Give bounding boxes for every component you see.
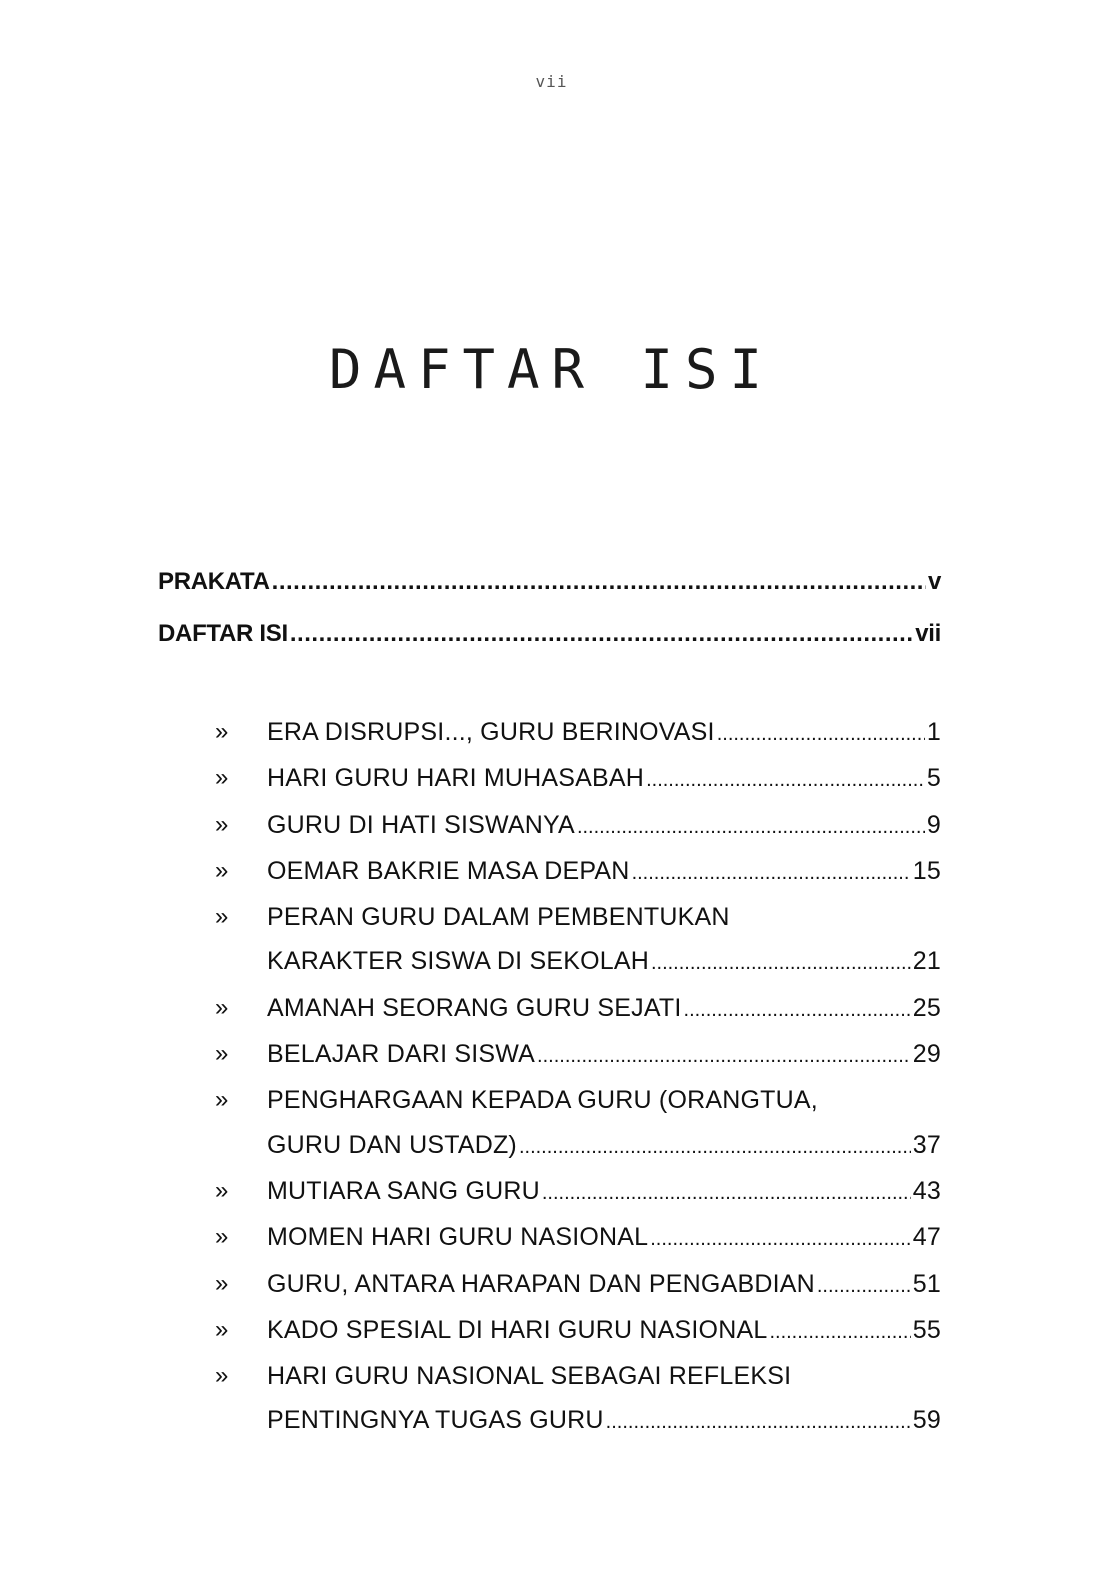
toc-chapter-line [267, 1398, 941, 1444]
bullet-icon: » [215, 1362, 229, 1390]
toc-chapter-body [267, 1169, 941, 1215]
page-title: DAFTAR ISI [328, 338, 775, 401]
toc-chapter-page: 51 [912, 1269, 941, 1298]
bullet-icon: » [215, 1040, 229, 1068]
toc-chapter-entry[interactable] [215, 756, 941, 802]
toc-chapter-list [215, 710, 941, 1445]
toc-chapter-page: 55 [912, 1315, 941, 1344]
toc-chapter-body [267, 756, 941, 802]
dot-leader [519, 1123, 911, 1169]
toc-chapter-entry[interactable] [215, 986, 941, 1032]
bullet-icon: » [215, 903, 229, 931]
toc-chapter-body [267, 1308, 941, 1354]
bullet-icon: » [215, 993, 229, 1021]
dot-leader [769, 1308, 910, 1354]
toc-chapter-title: KADO SPESIAL DI HARI GURU NASIONAL [267, 1315, 768, 1344]
toc-chapter-page: 43 [912, 1176, 941, 1205]
bullet-icon: » [215, 1223, 229, 1251]
toc-chapter-line [267, 1078, 941, 1122]
dot-leader [684, 986, 911, 1032]
toc-entry-label: DAFTAR ISI [158, 620, 288, 647]
dot-leader [817, 1262, 911, 1308]
toc-chapter-entry[interactable] [215, 803, 941, 849]
dot-leader [606, 1398, 911, 1444]
bullet-icon: » [215, 856, 229, 884]
toc-chapter-body [267, 1078, 941, 1169]
toc-chapter-body [267, 803, 941, 849]
toc-chapter-entry[interactable] [215, 895, 941, 986]
toc-chapter-entry[interactable] [215, 1354, 941, 1445]
toc-chapter-body [267, 1262, 941, 1308]
dot-leader [290, 620, 913, 648]
toc-entry-page: v [927, 568, 941, 595]
toc-chapter-title: MUTIARA SANG GURU [267, 1176, 540, 1205]
bullet-icon: » [215, 1176, 229, 1204]
toc-chapter-entry[interactable] [215, 849, 941, 895]
toc-chapter-title: MOMEN HARI GURU NASIONAL [267, 1223, 649, 1252]
toc-chapter-line [267, 939, 941, 985]
toc-chapter-page: 47 [912, 1223, 941, 1252]
toc-chapter-body [267, 1032, 941, 1078]
toc-chapter-line [267, 849, 941, 895]
toc-chapter-entry[interactable] [215, 1169, 941, 1215]
toc-entry-page: vii [915, 620, 941, 647]
toc-chapter-page: 37 [912, 1130, 941, 1159]
bullet-icon: » [215, 1269, 229, 1297]
toc-chapter-title: HARI GURU HARI MUHASABAH [267, 764, 645, 793]
toc-chapter-body [267, 1215, 941, 1261]
toc-chapter-title: AMANAH SEORANG GURU SEJATI [267, 993, 682, 1022]
toc-chapter-page: 25 [912, 993, 941, 1022]
toc-chapter-page: 59 [912, 1406, 941, 1435]
toc-chapter-title: OEMAR BAKRIE MASA DEPAN [267, 856, 630, 885]
toc-chapter-entry[interactable] [215, 1215, 941, 1261]
toc-chapter-line [267, 1308, 941, 1354]
toc-chapter-entry[interactable] [215, 1032, 941, 1078]
toc-main-entry[interactable] [158, 620, 941, 672]
toc-chapter-line [267, 1262, 941, 1308]
bullet-icon: » [215, 718, 229, 745]
dot-leader [632, 849, 911, 895]
dot-leader [650, 1215, 911, 1261]
toc-chapter-line [267, 1169, 941, 1215]
toc-chapter-body [267, 1354, 941, 1445]
bullet-icon: » [215, 810, 229, 838]
toc-chapter-body [267, 895, 941, 986]
bullet-icon: » [215, 1086, 229, 1114]
toc-chapter-page: 5 [926, 764, 941, 793]
toc-chapter-line [267, 895, 941, 939]
toc-chapter-title: KARAKTER SISWA DI SEKOLAH [267, 947, 649, 976]
toc-chapter-entry[interactable] [215, 1262, 941, 1308]
toc-chapter-page: 1 [926, 718, 941, 746]
toc-chapter-title: ERA DISRUPSI..., GURU BERINOVASI [267, 718, 715, 746]
toc-chapter-line [267, 1032, 941, 1078]
bullet-icon: » [215, 1315, 229, 1343]
toc-chapter-title: BELAJAR DARI SISWA [267, 1040, 536, 1069]
toc-chapter-title: HARI GURU NASIONAL SEBAGAI REFLEKSI [267, 1362, 792, 1391]
toc-chapter-entry[interactable] [215, 1308, 941, 1354]
toc-chapter-title: PENGHARGAAN KEPADA GURU (ORANGTUA, [267, 1086, 818, 1115]
toc-chapter-page: 21 [912, 947, 941, 976]
toc-chapter-entry[interactable] [215, 710, 941, 756]
toc-chapter-page: 15 [912, 856, 941, 885]
dot-leader [272, 568, 926, 596]
toc-chapter-line [267, 1123, 941, 1169]
toc-chapter-body [267, 849, 941, 895]
toc-main-entry[interactable] [158, 568, 941, 620]
toc-chapter-entry[interactable] [215, 1078, 941, 1169]
toc-chapter-page: 9 [926, 810, 941, 839]
toc-chapter-line [267, 710, 941, 756]
toc-chapter-page: 29 [912, 1040, 941, 1069]
toc-chapter-title: PENTINGNYA TUGAS GURU [267, 1406, 604, 1435]
toc-chapter-title: GURU, ANTARA HARAPAN DAN PENGABDIAN [267, 1269, 815, 1298]
dot-leader [542, 1169, 911, 1215]
toc-chapter-line [267, 756, 941, 802]
bullet-icon: » [215, 764, 229, 792]
toc-chapter-line [267, 1215, 941, 1261]
page-number: vii [535, 72, 568, 91]
toc-chapter-title: PERAN GURU DALAM PEMBENTUKAN [267, 903, 730, 932]
toc-main-section [158, 568, 941, 672]
dot-leader [577, 803, 925, 849]
toc-chapter-body [267, 986, 941, 1032]
toc-chapter-title: GURU DAN USTADZ) [267, 1130, 517, 1159]
toc-chapter-line [267, 986, 941, 1032]
dot-leader [537, 1032, 911, 1078]
dot-leader [717, 710, 925, 756]
toc-chapter-line [267, 803, 941, 849]
dot-leader [646, 756, 925, 802]
toc-chapter-body [267, 710, 941, 756]
dot-leader [651, 939, 911, 985]
toc-entry-label: PRAKATA [158, 568, 270, 595]
toc-chapter-title: GURU DI HATI SISWANYA [267, 810, 575, 839]
toc-chapter-line [267, 1354, 941, 1398]
